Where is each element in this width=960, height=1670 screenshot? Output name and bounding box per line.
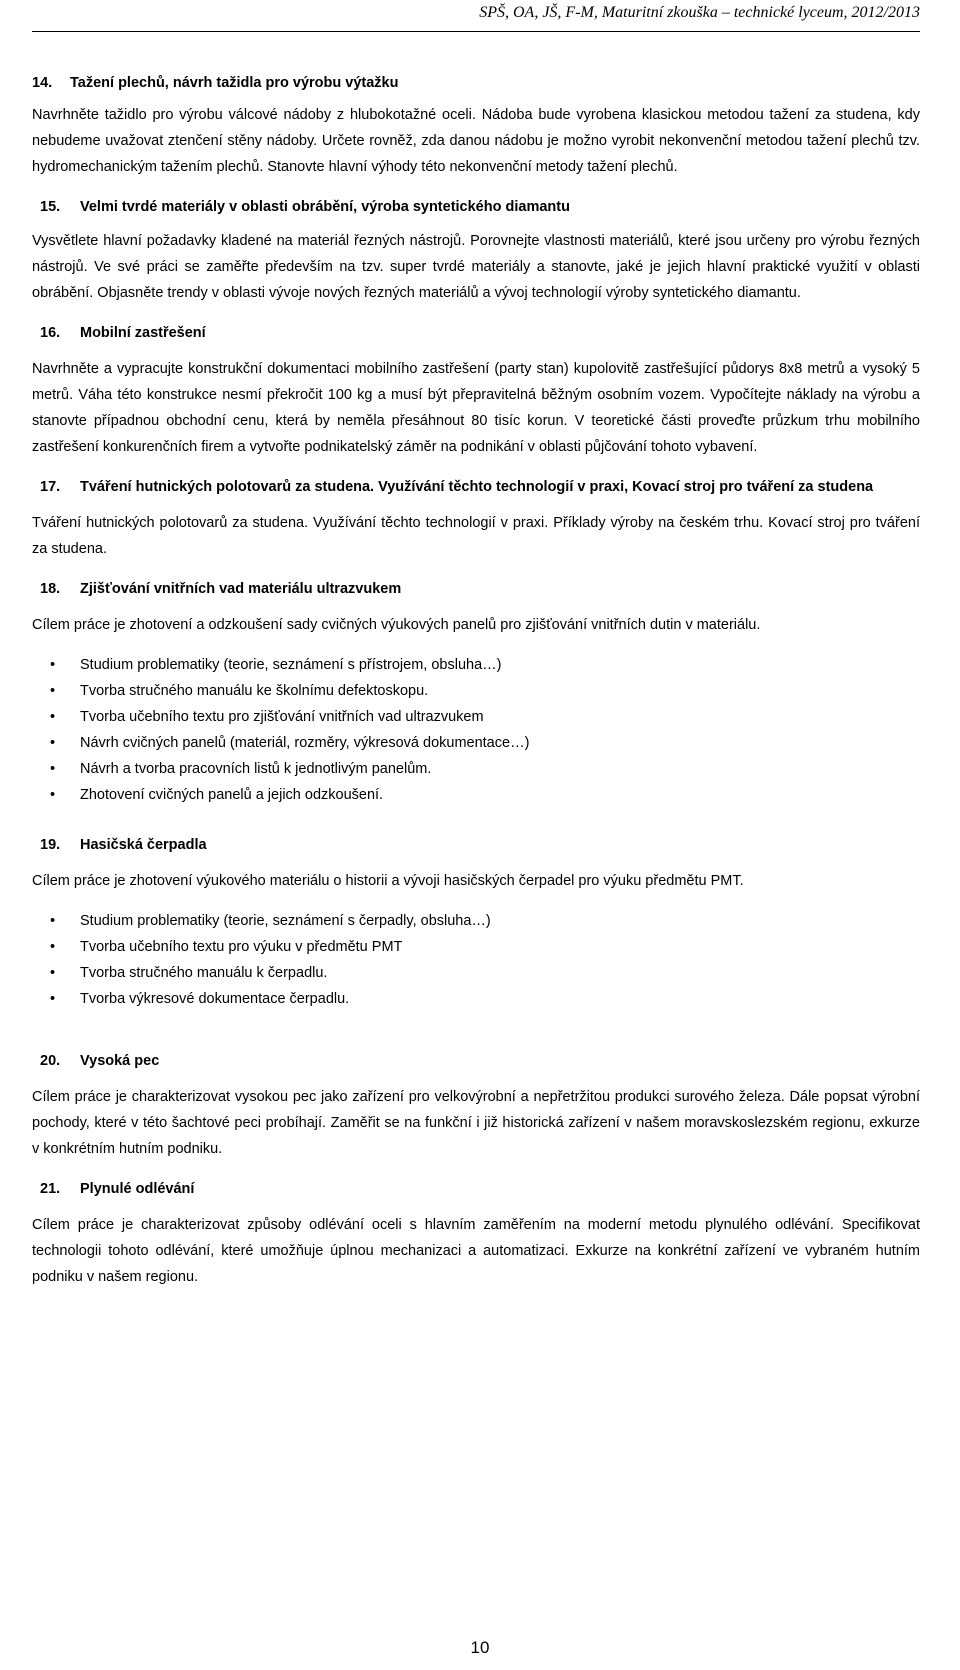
section-number: 18. <box>40 581 61 597</box>
list-item: • Tvorba stručného manuálu k čerpadlu. <box>32 960 920 986</box>
section-title: Plynulé odlévání <box>80 1181 195 1197</box>
section-heading <box>32 1176 920 1202</box>
list-item: • Studium problematiky (teorie, seznámení s přístrojem, obsluha…) <box>32 652 920 678</box>
section-21 <box>32 1176 920 1290</box>
section-title: Vysoká pec <box>80 1053 160 1069</box>
bullet-list <box>32 652 920 808</box>
bullet-icon: • <box>50 965 56 981</box>
bullet-icon: • <box>50 761 56 777</box>
header-rule <box>32 31 920 32</box>
page-header: SPŠ, OA, JŠ, F-M, Maturitní zkouška – technické lyceum, 2012/2013 <box>479 4 920 21</box>
section-heading <box>32 832 920 858</box>
section-number: 20. <box>40 1053 61 1069</box>
section-title: Hasičská čerpadla <box>80 837 207 853</box>
section-number: 17. <box>40 479 61 495</box>
section-14 <box>32 70 920 180</box>
section-heading <box>32 194 920 220</box>
bullet-icon: • <box>50 683 56 699</box>
section-title: Velmi tvrdé materiály v oblasti obrábění, výroba syntetického diamantu <box>80 199 570 215</box>
page-number: 10 <box>470 1638 490 1657</box>
section-body: Cílem práce je zhotovení a odzkoušení sady cvičných výukových panelů pro zjišťování vnitřních dutin v materiálu. <box>32 617 761 633</box>
section-body: Cílem práce je charakterizovat způsoby odlévání oceli s hlavním zaměřením na moderní metodu plynulého odlévání. Specifikovat technologii tohoto odlévání, které umožňuje úplnou mechanizaci a automatizaci. Exkurze na konkrétní zařízení ve vybraném hutním podniku v našem regionu. <box>32 1217 920 1285</box>
bullet-icon: • <box>50 735 56 751</box>
bullet-icon: • <box>50 939 56 955</box>
section-number: 19. <box>40 837 61 853</box>
section-16 <box>32 320 920 460</box>
section-number: 21. <box>40 1181 61 1197</box>
section-18 <box>32 576 920 808</box>
section-19 <box>32 832 920 1012</box>
section-15 <box>32 194 920 306</box>
list-item: • Studium problematiky (teorie, seznámení s čerpadly, obsluha…) <box>32 908 920 934</box>
document-body <box>32 60 920 1290</box>
section-body: Navrhněte tažidlo pro výrobu válcové nádoby z hlubokotažné oceli. Nádoba bude vyrobena klasickou metodou tažení za studena, kdy nebudeme uvažovat ztenčení stěny nádoby. Určete rovněž, zda danou nádobu je možno vyrobit nekonvenční metodou tažení plechů tzv. hydromechanickým tažením plechů. Stanovte hlavní výhody této nekonvenční metody tažení plechů. <box>32 107 920 175</box>
section-heading <box>32 474 920 500</box>
bullet-icon: • <box>50 657 56 673</box>
section-number: 15. <box>40 199 61 215</box>
section-title: Tažení plechů, návrh tažidla pro výrobu výtažku <box>70 75 399 91</box>
bullet-icon: • <box>50 913 56 929</box>
list-item: • Návrh a tvorba pracovních listů k jednotlivým panelům. <box>32 756 920 782</box>
section-body: Tváření hutnických polotovarů za studena. Využívání těchto technologií v praxi. Příklady výroby na českém trhu. Kovací stroj pro tváření za studena. <box>32 515 920 557</box>
section-title: Tváření hutnických polotovarů za studena. Využívání těchto technologií v praxi, Kovací stroj pro tváření za studena <box>80 479 874 495</box>
list-item: • Zhotovení cvičných panelů a jejich odzkoušení. <box>32 782 920 808</box>
section-number: 14. <box>32 75 53 91</box>
section-heading <box>32 70 920 96</box>
list-item: • Tvorba výkresové dokumentace čerpadlu. <box>32 986 920 1012</box>
list-item: • Tvorba učebního textu pro zjišťování vnitřních vad ultrazvukem <box>32 704 920 730</box>
section-heading <box>32 576 920 602</box>
section-heading <box>32 320 920 346</box>
section-number: 16. <box>40 325 61 341</box>
list-item: • Tvorba stručného manuálu ke školnímu defektoskopu. <box>32 678 920 704</box>
bullet-list <box>32 908 920 1012</box>
section-heading <box>32 1048 920 1074</box>
section-body: Cílem práce je charakterizovat vysokou pec jako zařízení pro velkovýrobní a nepřetržitou produkci surového železa. Dále popsat výrobní pochody, které v této šachtové peci probíhají. Zaměřit se na funkční i již historická zařízení v našem moravskoslezském regionu, exkurze v konkrétním hutním podniku. <box>32 1089 920 1157</box>
section-17 <box>32 474 920 562</box>
section-body: Cílem práce je zhotovení výukového materiálu o historii a vývoji hasičských čerpadel pro výuku předmětu PMT. <box>32 873 744 889</box>
section-20 <box>32 1048 920 1162</box>
bullet-icon: • <box>50 709 56 725</box>
section-body: Vysvětlete hlavní požadavky kladené na materiál řezných nástrojů. Porovnejte vlastnosti materiálů, které jsou určeny pro výrobu řezných nástrojů. Ve své práci se zaměřte především na tzv. super tvrdé materiály a stanovte, jaké je jejich hlavní praktické využití v oblasti obrábění. Objasněte trendy v oblasti vývoje nových řezných materiálů a vývoj technologií výroby syntetického diamantu. <box>32 233 920 301</box>
section-title: Mobilní zastřešení <box>80 325 206 341</box>
section-body: Navrhněte a vypracujte konstrukční dokumentaci mobilního zastřešení (party stan) kupolovitě zastřešující půdorys 8x8 metrů a vysoký 5 metrů. Váha této konstrukce nesmí překročit 100 kg a musí být přepravitelná běžným osobním vozem. Vypočítejte náklady na výrobu a stanovte případnou obchodní cenu, která by neměla přesáhnout 80 tisíc korun. V teoretické části proveďte průzkum trhu mobilního zastřešení konkurenčních firem a vytvořte podnikatelský záměr na podnikání v oblasti půjčování tohoto vybavení. <box>32 361 920 455</box>
section-title: Zjišťování vnitřních vad materiálu ultrazvukem <box>80 581 402 597</box>
bullet-icon: • <box>50 787 56 803</box>
list-item: • Návrh cvičných panelů (materiál, rozměry, výkresová dokumentace…) <box>32 730 920 756</box>
list-item: • Tvorba učebního textu pro výuku v předmětu PMT <box>32 934 920 960</box>
bullet-icon: • <box>50 991 56 1007</box>
